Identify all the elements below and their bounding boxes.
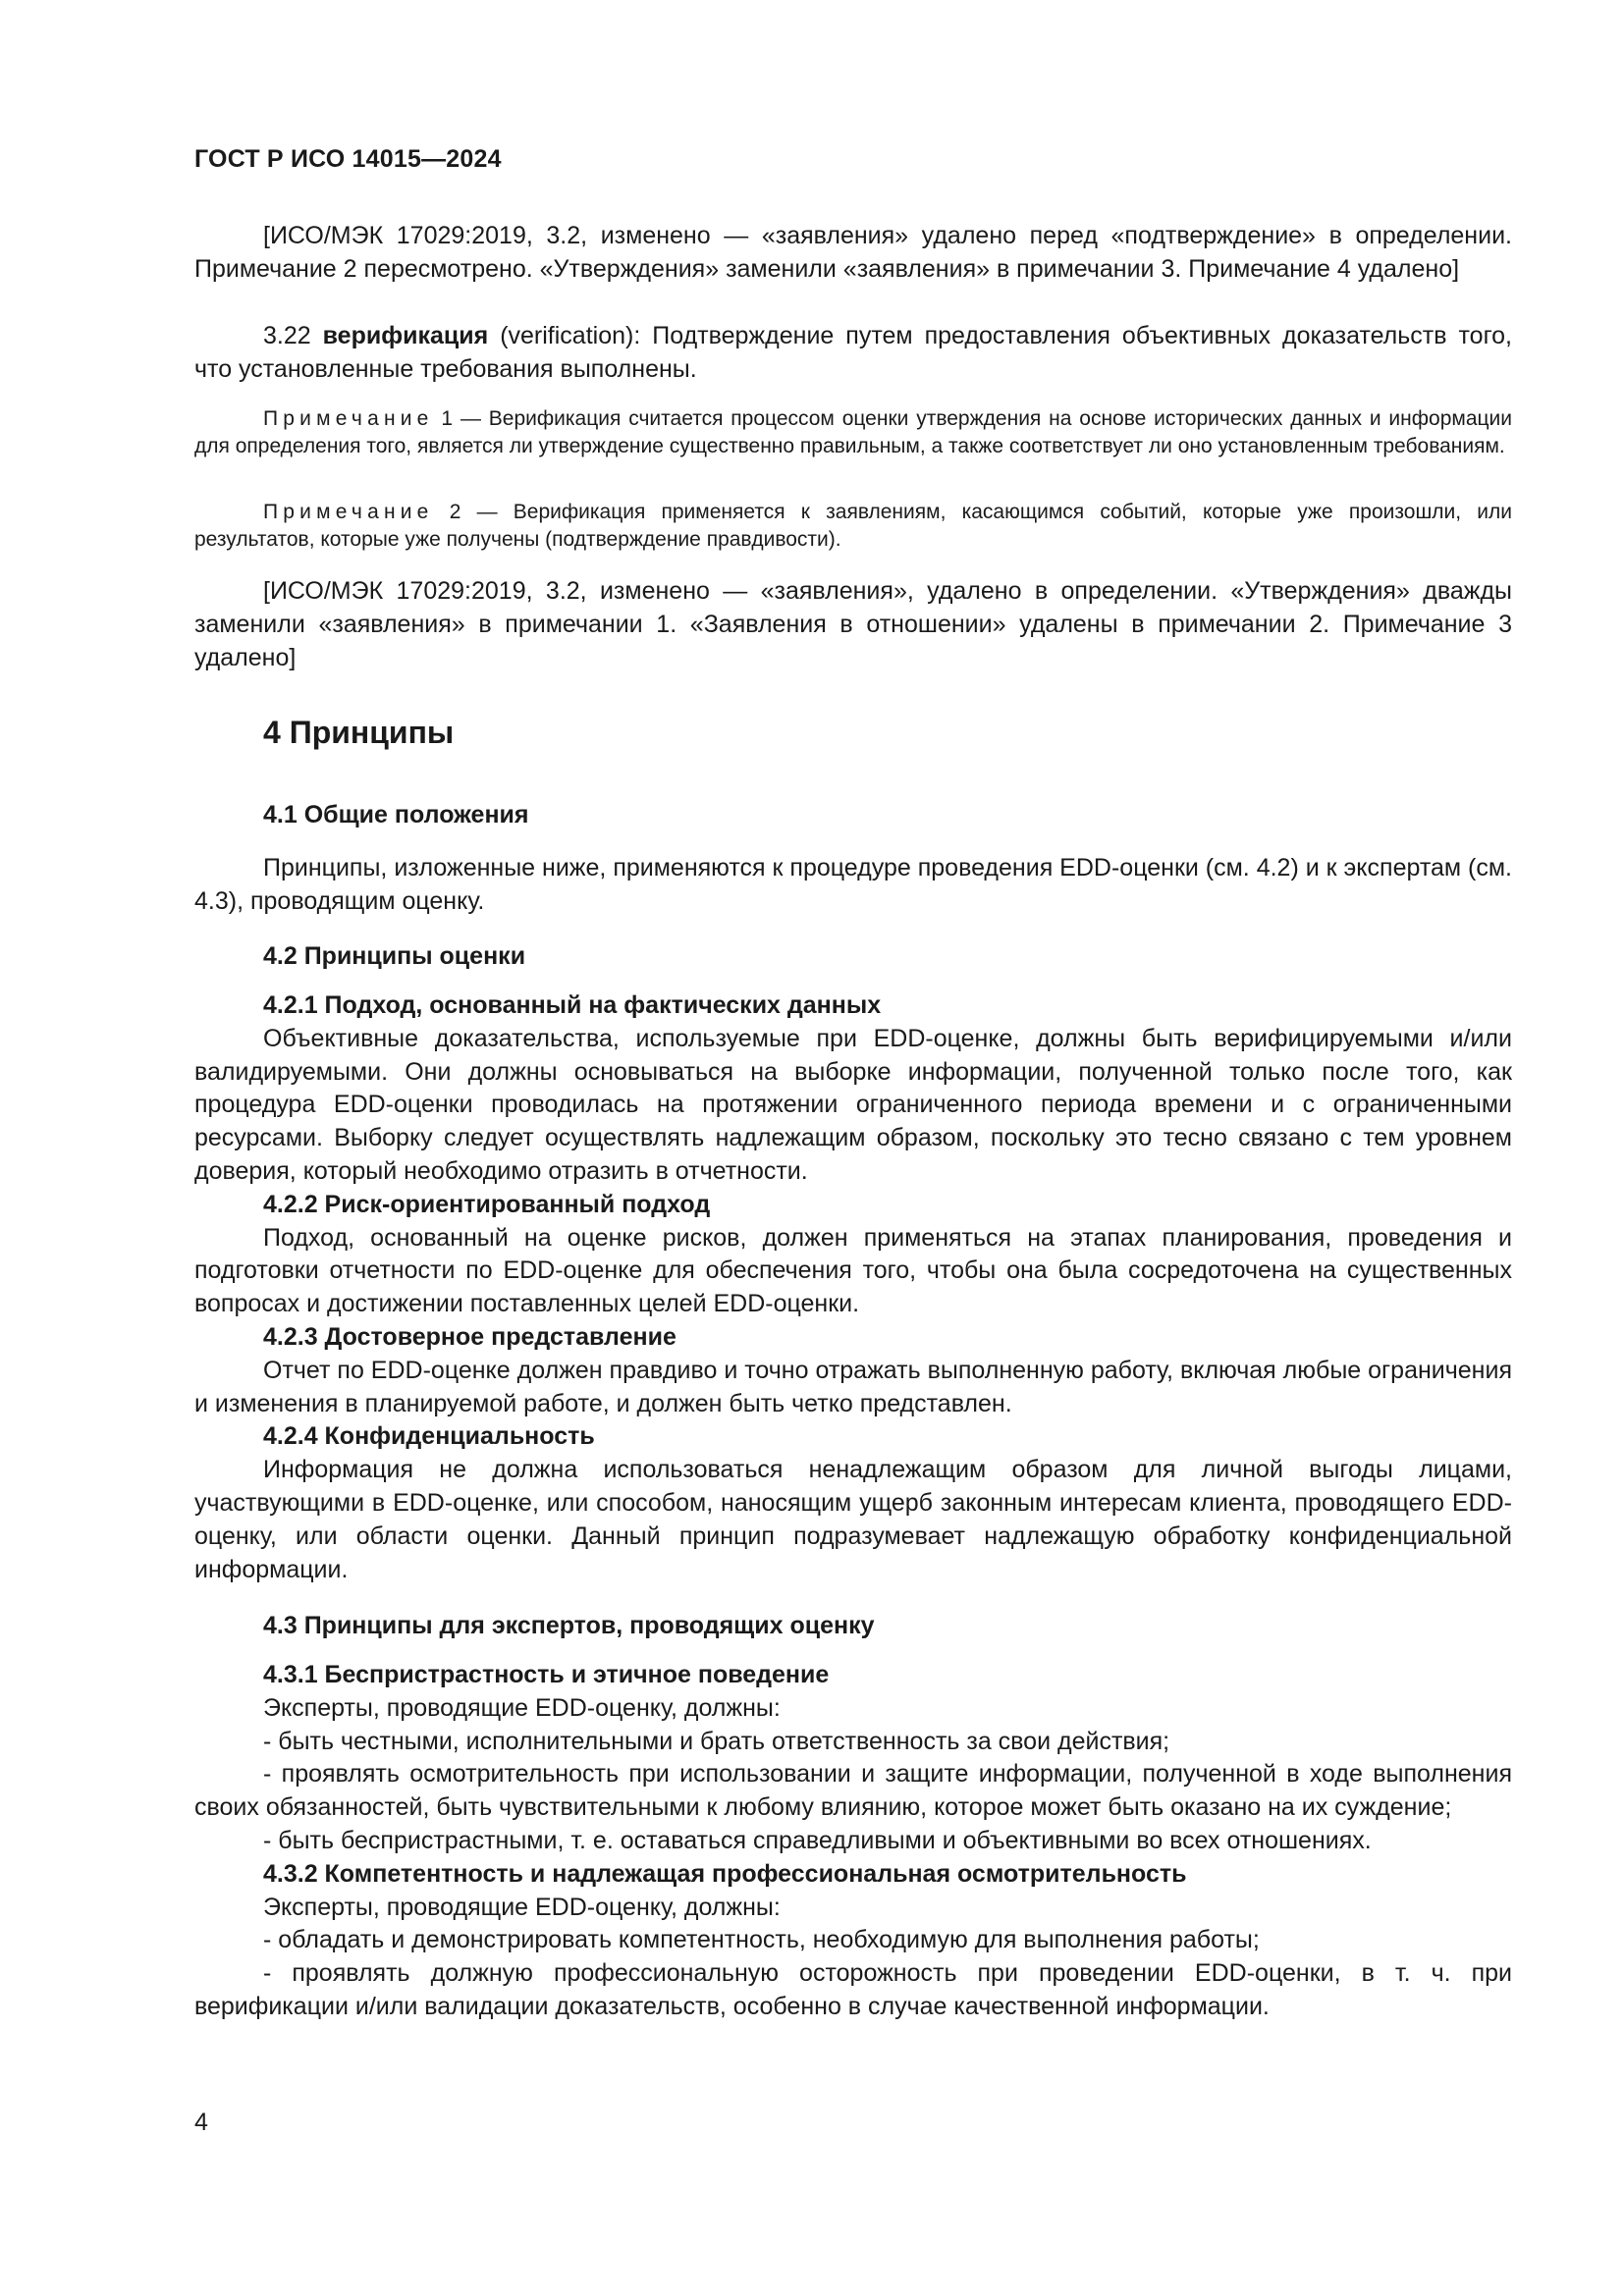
note-2-label: Примечание [263,501,434,523]
term-definition: (verification): Подтверждение путем предоставления объективных доказательств того, что установленные требования выполнены. [194,322,1512,383]
list-item: - быть беспристрастными, т. е. оставаться справедливыми и объективными во всех отношениях. [263,1826,1372,1854]
section-4-3-title: 4.3 Принципы для экспертов, проводящих оценку [263,1612,875,1639]
note-2-text: 2 — Верификация применяется к заявлениям, касающимся событий, которые уже произошли, или результатов, которые уже получены (подтверждение правдивости). [194,501,1512,552]
section-4-2-2-title: 4.2.2 Риск-ориентированный подход [263,1190,711,1218]
section-4-2-1-text: Объективные доказательства, используемые при EDD-оценке, должны быть верифицируемыми и/или валидируемыми. Они должны основываться на выборке информации, полученной только после того, как процедура EDD-оценки проводилась на протяжении ограниченного периода времени и с ограниченными ресурсами. Выборку следует осуществлять надлежащим образом, поскольку это тесно связано с тем уровнем доверия, который необходимо отразить в отчетности. [194,1024,1512,1185]
section-4-2-body [194,989,1512,1586]
section-4-3-2-intro: Эксперты, проводящие EDD-оценку, должны: [263,1893,781,1921]
section-4-3-1-title: 4.3.1 Беспристрастность и этичное поведение [263,1661,830,1688]
note-1 [194,405,1512,461]
section-4-3-body [194,1659,1512,2024]
section-4-2-title: 4.2 Принципы оценки [263,942,526,970]
page-number: 4 [194,2109,208,2136]
term-number: 3.22 [263,322,323,349]
section-4-title: 4 Принципы [263,715,455,750]
iso-reference-note-2: [ИСО/МЭК 17029:2019, 3.2, изменено — «заявления», удалено в определении. «Утверждения» дважды заменили «заявления» в примечании 1. «Заявления в отношении» удалены в примечании 2. Примечание 3 удалено] [194,577,1512,671]
document-header: ГОСТ Р ИСО 14015—2024 [194,145,502,173]
section-4-2-1-title: 4.2.1 Подход, основанный на фактических данных [263,991,882,1019]
section-4-3-2-title: 4.3.2 Компетентность и надлежащая профессиональная осмотрительность [263,1859,1187,1888]
section-4-1-text: Принципы, изложенные ниже, применяются к процедуре проведения EDD-оценки (см. 4.2) и к экспертам (см. 4.3), проводящим оценку. [194,854,1512,915]
list-item: - проявлять должную профессиональную осторожность при проведении EDD-оценки, в т. ч. при верификации и/или валидации доказательств, особенно в случае качественной информации. [194,1959,1512,2020]
list-item: - проявлять осмотрительность при использовании и защите информации, полученной в ходе выполнения своих обязанностей, быть чувствительными к любому влиянию, которое может быть оказано на их суждение; [194,1760,1512,1822]
section-4-2-4-title: 4.2.4 Конфиденциальность [263,1422,595,1451]
section-4-2-4-text: Информация не должна использоваться ненадлежащим образом для личной выгоды лицами, участвующими в EDD-оценке, или способом, наносящим ущерб законным интересам клиента, проводящего EDD-оценку, или области оценки. Данный принцип подразумевает надлежащую обработку конфиденциальной информации. [194,1456,1512,1583]
note-1-text: 1 — Верификация считается процессом оценки утверждения на основе исторических данных и информации для определения того, является ли утверждение существенно правильным, а также соответствует ли оно установленным требованиям. [194,407,1512,458]
section-4-1-title: 4.1 Общие положения [263,801,529,828]
note-1-label: Примечание [263,407,434,430]
term-3-22 [194,320,1512,387]
note-2 [194,499,1512,555]
section-4-2-2-text: Подход, основанный на оценке рисков, должен применяться на этапах планирования, проведения и подготовки отчетности по EDD-оценке для обеспечения того, чтобы она была сосредоточена на существенных вопросах и достижении поставленных целей EDD-оценки. [194,1223,1512,1318]
list-item: - быть честными, исполнительными и брать ответственность за свои действия; [263,1727,1170,1755]
section-4-2-3-title: 4.2.3 Достоверное представление [263,1322,677,1351]
section-4-2-3-text: Отчет по EDD-оценке должен правдиво и точно отражать выполненную работу, включая любые ограничения и изменения в планируемой работе, и должен быть четко представлен. [194,1356,1512,1417]
term-name: верификация [322,322,489,349]
iso-reference-note-1: [ИСО/МЭК 17029:2019, 3.2, изменено — «заявления» удалено перед «подтверждение» в определении. Примечание 2 пересмотрено. «Утверждения» заменили «заявления» в примечании 3. Примечание 4 удалено] [194,222,1512,283]
list-item: - обладать и демонстрировать компетентность, необходимую для выполнения работы; [263,1926,1260,1954]
section-4-3-1-intro: Эксперты, проводящие EDD-оценку, должны: [263,1693,781,1722]
